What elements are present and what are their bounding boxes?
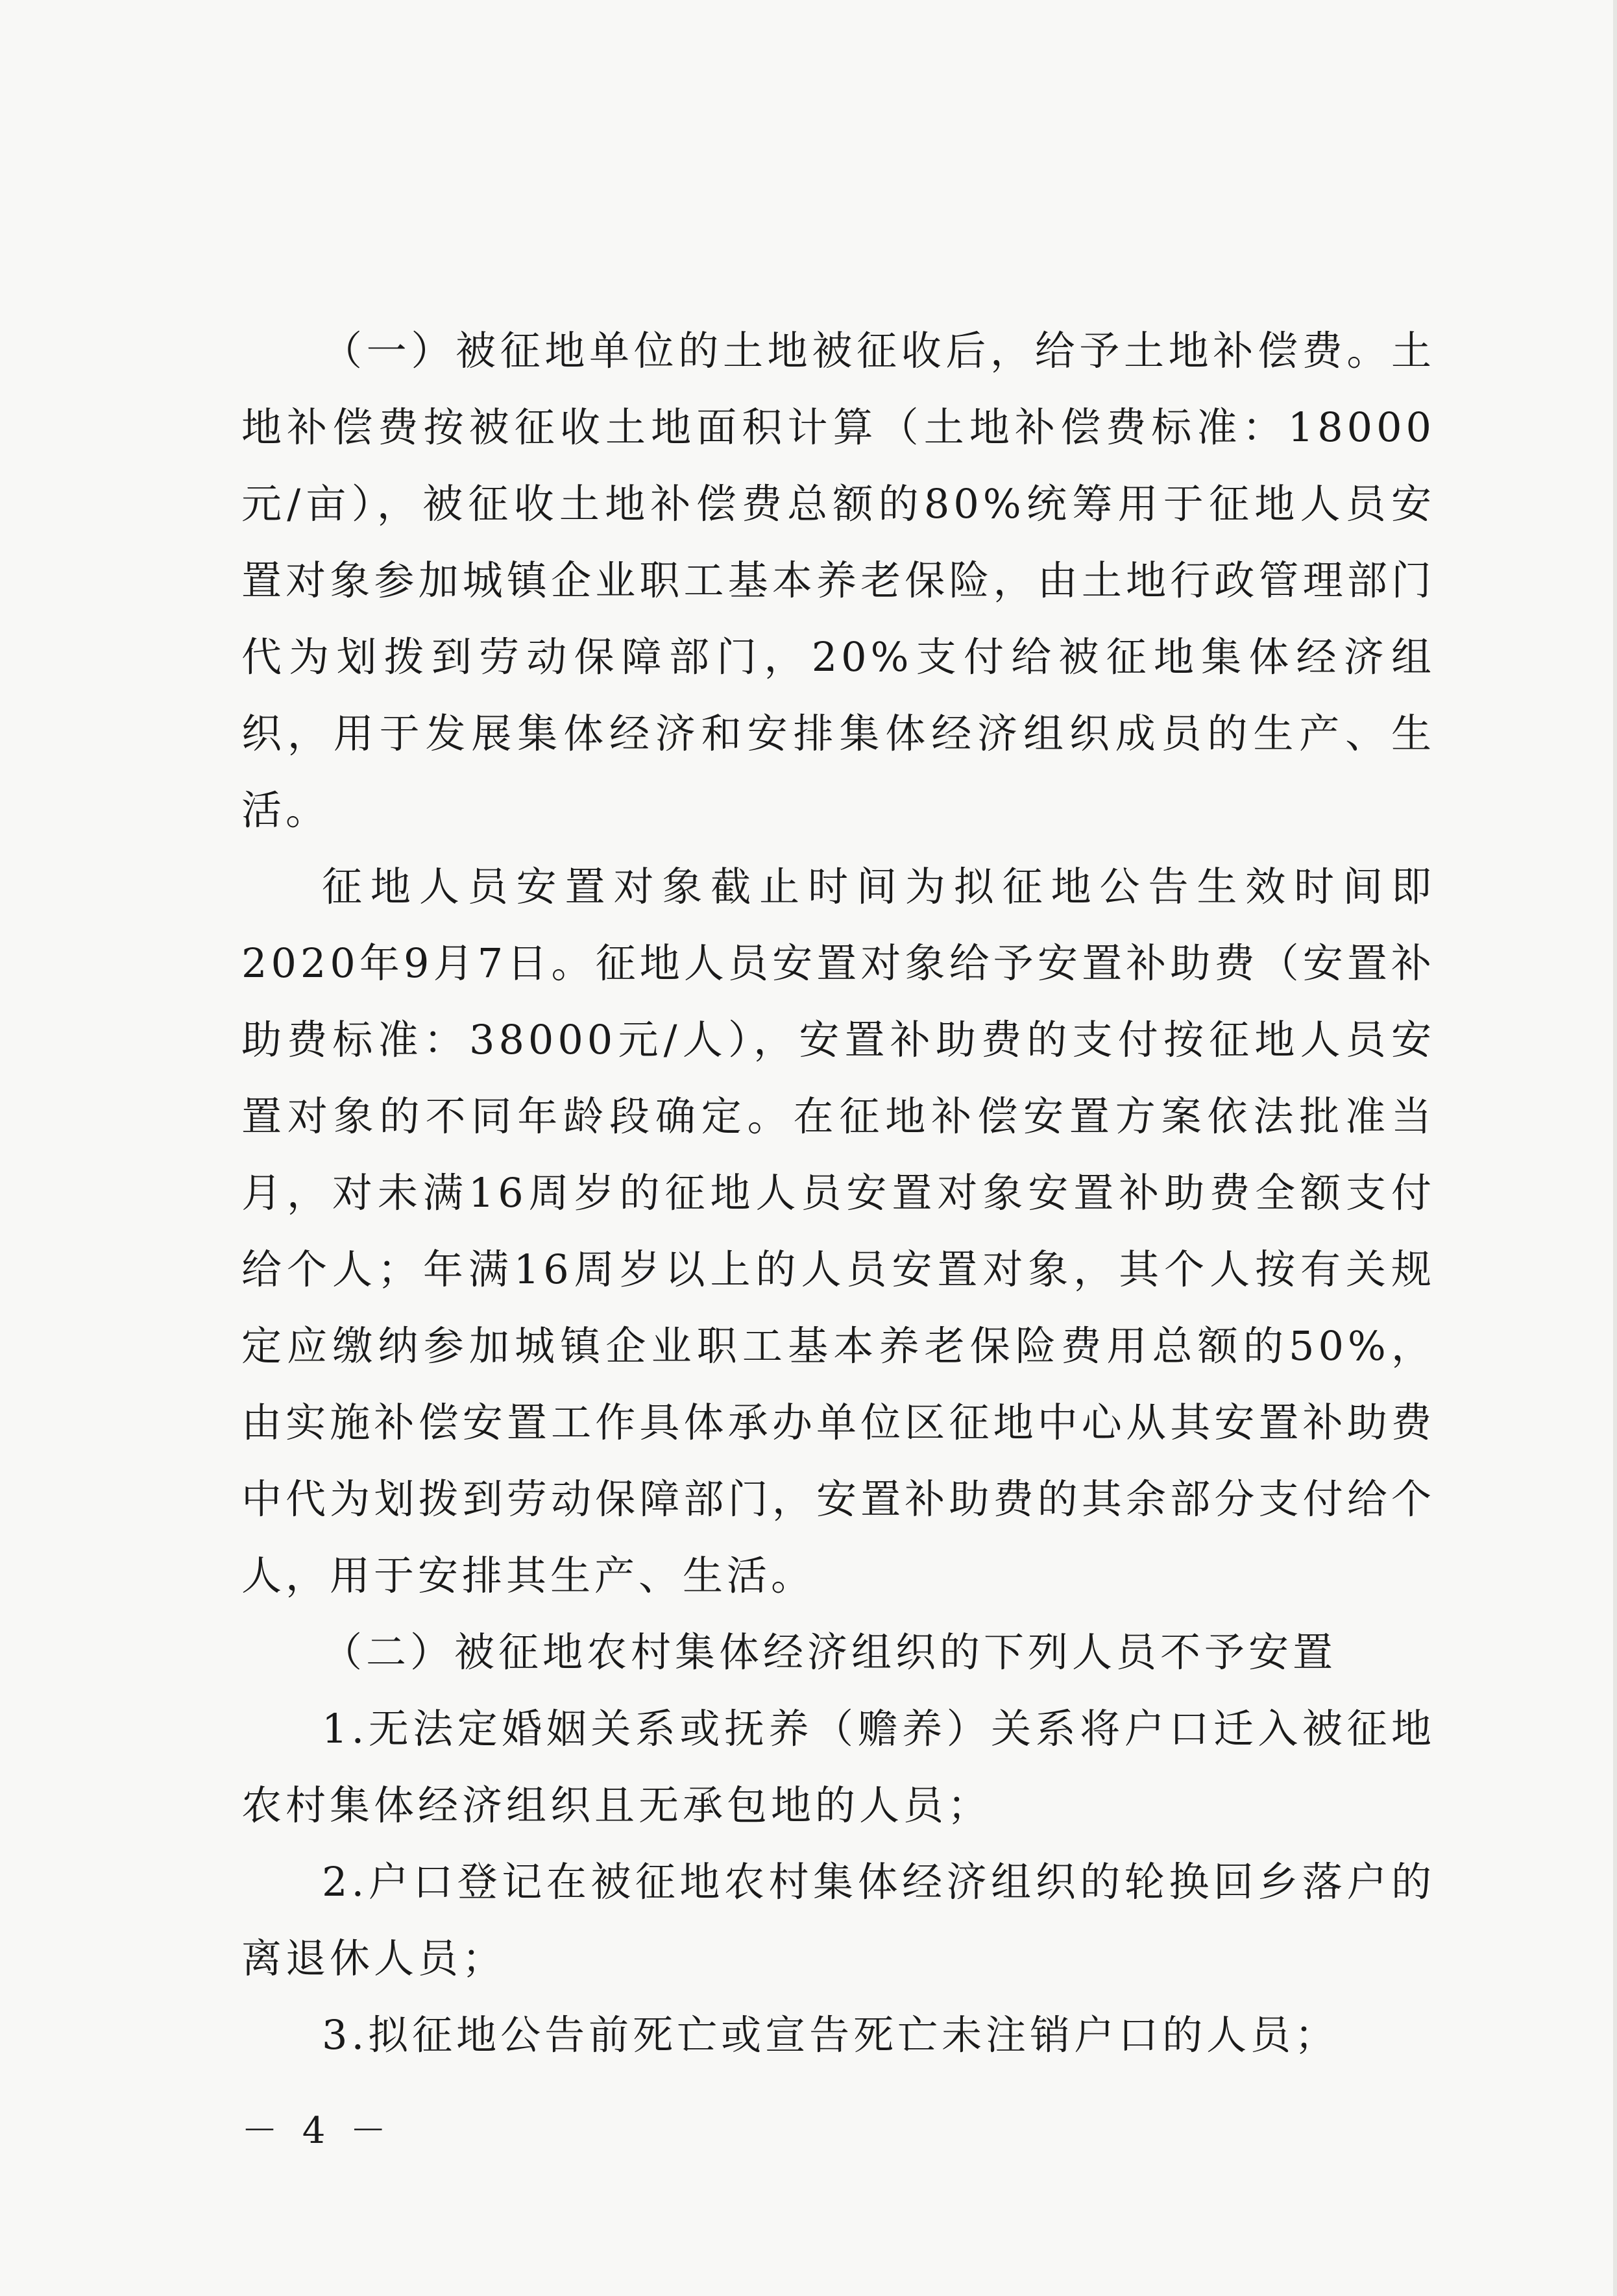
list-item-1: 1.无法定婚姻关系或抚养（赡养）关系将户口迁入被征地农村集体经济组织且无承包地的人员； [241,1705,1435,1829]
list-item-2: 2.户口登记在被征地农村集体经济组织的轮换回乡落户的离退休人员； [241,1858,1435,1982]
scan-edge-divider [1613,0,1617,2296]
page-number: － 4 － [241,2110,393,2152]
paragraph-land-compensation: （一）被征地单位的土地被征收后，给予土地补偿费。土地补偿费按被征收土地面积计算（土地补偿费标准：18000元/亩），被征收土地补偿费总额的80%统筹用于征地人员安置对象参加城镇企业职工基本养老保险，由土地行政管理部门代为划拨到劳动保障部门，20%支付给被征地集体经济组织，用于发展集体经济和安排集体经济组织成员的生产、生活。 [241,327,1435,834]
paragraph-resettlement-subsidy: 征地人员安置对象截止时间为拟征地公告生效时间即2020年9月7日。征地人员安置对象给予安置补助费（安置补助费标准：38000元/人），安置补助费的支付按征地人员安置对象的不同年龄段确定。在征地补偿安置方案依法批准当月，对未满16周岁的征地人员安置对象安置补助费全额支付给个人；年满16周岁以上的人员安置对象，其个人按有关规定应缴纳参加城镇企业职工基本养老保险费用总额的50%，由实施补偿安置工作具体承办单位区征地中心从其安置补助费中代为划拨到劳动保障部门，安置补助费的其余部分支付给个人，用于安排其生产、生活。 [241,863,1435,1599]
paragraph-section-two-heading: （二）被征地农村集体经济组织的下列人员不予安置 [322,1628,1337,1676]
body-text [241,313,1435,2073]
list-item-3: 3.拟征地公告前死亡或宣告死亡未注销户口的人员； [322,2011,1339,2059]
